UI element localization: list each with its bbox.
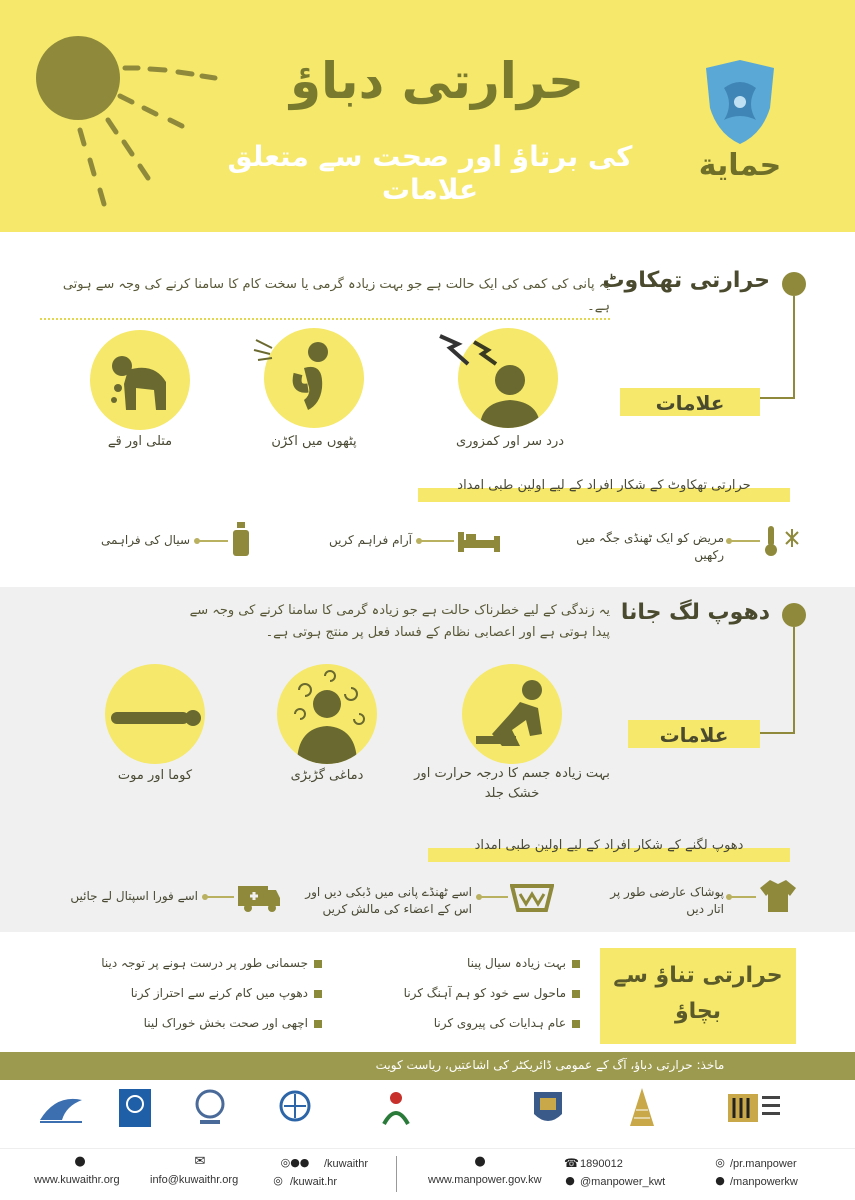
prevention-item-text: جسمانی طور پر درست ہونے پر توجہ دینا — [101, 956, 308, 970]
sun-icon — [20, 20, 220, 220]
connector-line — [760, 397, 795, 399]
heat-exhaustion-description: یہ پانی کی کمی کی ایک حالت ہے جو بہت زیادہ گرمی یا سخت کام کا سامنا کرنے کی وجہ سے ہوتی ہے۔ — [40, 274, 610, 320]
instagram-link[interactable]: /kuwait.hr — [290, 1176, 338, 1188]
instagram-link[interactable]: /pr.manpower — [730, 1158, 797, 1170]
connector-dot — [726, 538, 732, 544]
ilo-logo-icon — [190, 1088, 230, 1128]
facebook-link[interactable]: /manpowerkw — [730, 1176, 798, 1188]
connector-line — [793, 627, 795, 733]
symptom-label: دماغی گڑبڑی — [290, 768, 364, 783]
connector-dot — [416, 538, 422, 544]
first-aid-heading: دھوپ لگنے کے شکار افراد کے لیے اولین طبی امداد — [474, 838, 744, 853]
symptoms-label: علامات — [628, 720, 760, 748]
connector-line — [730, 896, 756, 898]
headache-icon — [458, 328, 558, 428]
first-aid-heading: حرارتی تھکاوٹ کے شکار افراد کے لیے اولین طبی امداد — [457, 478, 751, 493]
phone-icon: ☎ — [564, 1156, 579, 1170]
connector-line — [730, 540, 760, 542]
lightning-icon — [436, 330, 472, 370]
prevention-item-text: بہت زیادہ سیال پینا — [466, 956, 566, 970]
bullet-square-icon — [572, 1020, 580, 1028]
connector-dot — [194, 538, 200, 544]
symptom-label: کوما اور موت — [117, 768, 193, 783]
connector-line — [198, 540, 228, 542]
building-logo-icon — [624, 1086, 660, 1130]
kuwait-emblem-icon — [530, 1088, 566, 1130]
logo-text: حماية — [698, 148, 782, 183]
symptom-label: بہت زیادہ جسم کا درجہ حرارت اور خشک جلد — [414, 766, 610, 801]
connector-line — [793, 296, 795, 398]
facebook-icon: ● — [715, 1174, 725, 1187]
page-title: حرارتی دباؤ — [289, 52, 585, 110]
globe-icon: ● — [74, 1154, 86, 1169]
bullet-square-icon — [314, 960, 322, 968]
footer-divider — [396, 1156, 397, 1192]
heat-stroke-heading: دھوپ لگ جانا — [620, 600, 770, 625]
overheated-person-icon — [462, 664, 562, 764]
first-aid-item: آرام فراہم کریں — [328, 533, 412, 547]
vomiting-icon — [90, 330, 190, 430]
phone-number[interactable]: 1890012 — [580, 1158, 623, 1170]
twitter-icon: ● — [565, 1174, 575, 1187]
prevention-item — [340, 1016, 580, 1030]
prevention-item — [60, 956, 322, 970]
bed-icon — [456, 526, 502, 554]
dizzy-icon — [277, 664, 377, 764]
connector-dot — [202, 894, 208, 900]
first-aid-item: پوشاک عارضی طور پر اتار دیں — [610, 885, 724, 916]
prevention-item — [340, 986, 580, 1000]
bullet-square-icon — [572, 990, 580, 998]
first-aid-item: سیال کی فراہمی — [100, 533, 190, 547]
first-aid-item: اسے ٹھنڈے پانی میں ڈبکی دیں اور اس کے اعضاء کی مالش کریں — [305, 885, 472, 916]
kshr-logo-icon — [726, 1090, 782, 1126]
bottle-icon — [230, 520, 252, 558]
page-subtitle: کی برتاؤ اور صحت سے متعلق علامات — [227, 140, 633, 206]
prevention-item — [60, 986, 322, 1000]
prevention-item — [60, 1016, 322, 1030]
undp-logo-icon — [118, 1088, 152, 1128]
first-aid-item: مریض کو ایک ٹھنڈی جگہ میں رکھیں — [576, 531, 724, 562]
symptom-label: درد سر اور کمزوری — [455, 434, 565, 449]
twitter-link[interactable]: @manpower_kwt — [580, 1176, 666, 1188]
connector-line — [420, 540, 454, 542]
first-aid-item: اسے فورا اسپتال لے جائیں — [70, 889, 198, 903]
connector-dot — [726, 894, 732, 900]
source-text: ماخذ: حرارتی دباؤ، آگ کے عمومی ڈائریکٹر کی اشاعتیں، ریاست کویت — [375, 1058, 725, 1072]
symptoms-label: علامات — [620, 388, 760, 416]
washing-icon — [510, 878, 554, 912]
partner-logo-icon — [36, 1090, 86, 1130]
symptom-label: پٹھوں میں اکڑن — [271, 434, 357, 449]
prevention-item — [340, 956, 580, 970]
website-link[interactable]: www.kuwaithr.org — [34, 1174, 120, 1186]
instagram-icon: ◎ — [273, 1174, 283, 1187]
symptom-label: متلی اور قے — [107, 434, 173, 449]
social-link[interactable]: /kuwaithr — [324, 1158, 369, 1170]
prevention-item-text: عام ہدایات کی پیروی کرنا — [433, 1016, 566, 1030]
prevention-title: حرارتی تناؤ سے بچاؤ — [613, 963, 783, 1024]
shirt-icon — [758, 878, 798, 914]
connector-dot — [476, 894, 482, 900]
bullet-square-icon — [314, 990, 322, 998]
himaya-logo-icon — [698, 58, 782, 148]
globe-icon: ● — [474, 1154, 486, 1169]
heat-stroke-description: یہ زندگی کے لیے خطرناک حالت ہے جو زیادہ گرمی کا سامنا کرنے کی وجہ سے پیدا ہوتی ہے اور اعصابی نظام کے فساد فعل پر منتج ہوتی ہے۔ — [189, 603, 610, 640]
connector-line — [206, 896, 234, 898]
bullet-square-icon — [572, 960, 580, 968]
ambulance-icon — [236, 880, 282, 912]
pain-lines-icon — [252, 334, 282, 364]
bullet-square-icon — [314, 1020, 322, 1028]
section-bullet-icon — [782, 603, 806, 627]
website-link[interactable]: www.manpower.gov.kw — [428, 1174, 542, 1186]
connector-line — [480, 896, 508, 898]
social-icon: ◎●● — [280, 1156, 310, 1169]
prevention-item-text: دھوپ میں کام کرنے سے احتراز کرنا — [130, 986, 308, 1000]
email-link[interactable]: info@kuwaithr.org — [150, 1174, 239, 1186]
heat-exhaustion-heading: حرارتی تھکاوٹ — [602, 268, 770, 293]
prevention-item-text: اچھی اور صحت بخش خوراک لینا — [143, 1016, 308, 1030]
connector-line — [760, 732, 795, 734]
instagram-icon: ◎ — [715, 1156, 725, 1169]
prevention-item-text: ماحول سے خود کو ہم آہنگ کرنا — [403, 986, 566, 1000]
manpower-authority-logo-icon — [374, 1088, 418, 1128]
lying-person-icon — [105, 664, 205, 764]
section-bullet-icon — [782, 272, 806, 296]
mail-icon: ✉ — [194, 1154, 206, 1169]
thermometer-cold-icon — [762, 524, 802, 558]
iom-logo-icon — [270, 1088, 320, 1128]
